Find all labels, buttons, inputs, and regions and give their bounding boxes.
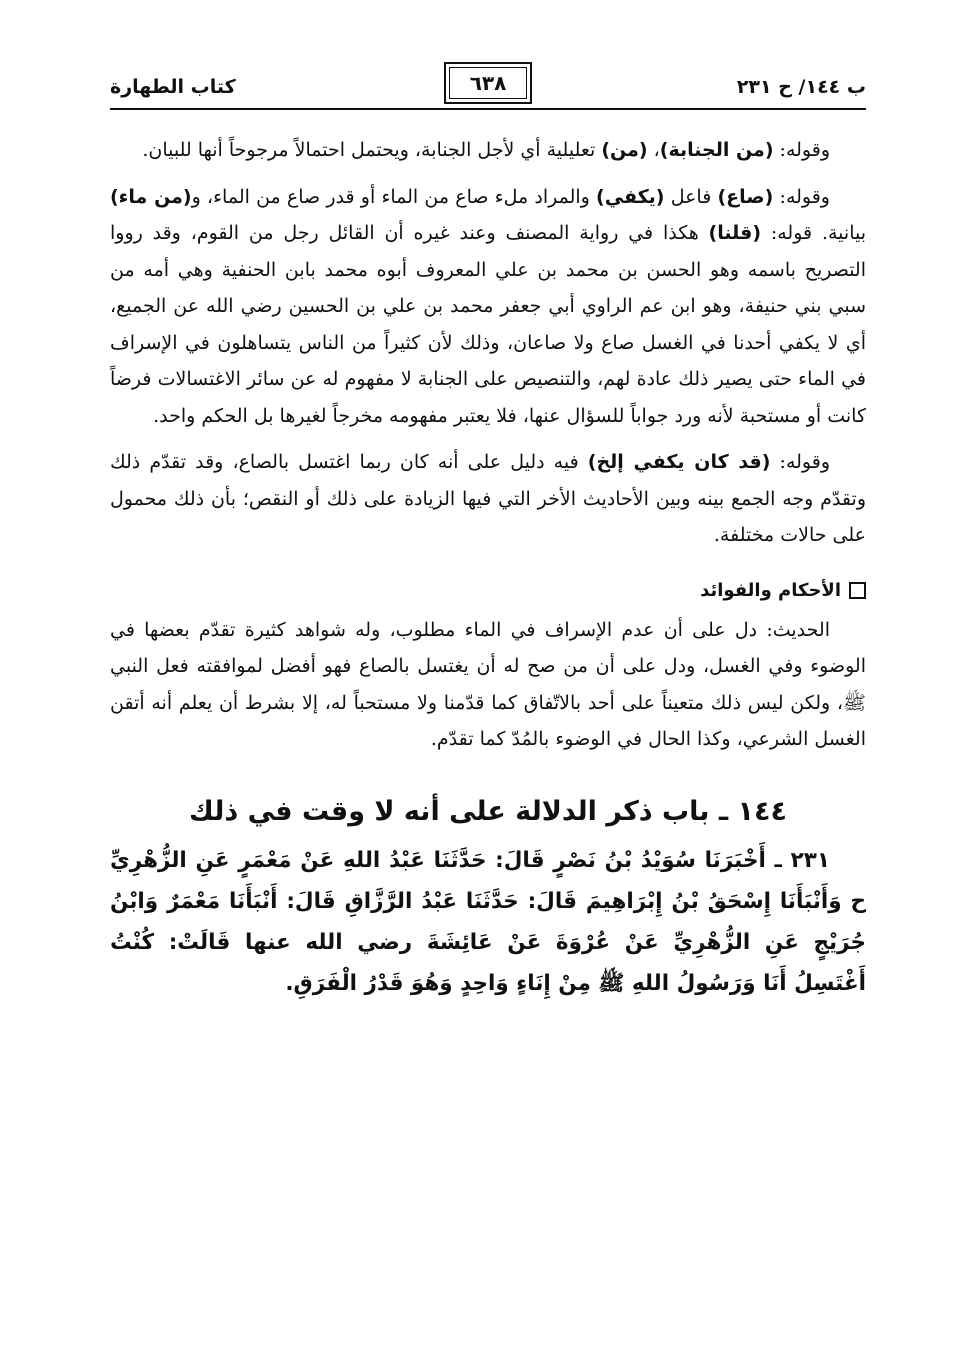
- quoted-term: (يكفي): [596, 185, 665, 208]
- paragraph-text: بيانية. قوله:: [761, 222, 867, 244]
- header-rule: [110, 108, 866, 110]
- quoted-term: (صاع): [717, 185, 774, 208]
- quoted-term: (قلنا): [708, 222, 762, 244]
- paragraph-hadith-rulings: الحديث: دل على أن عدم الإسراف في الماء مطلوب، وله شواهد كثيرة تقدّم بعضها في الوضوء وفي الغسل، ودل على أن من صح له أن يغتسل بالصاع فهو أفضل لموافقته فعل النبي ﷺ، ولكن ليس ذلك متعيناً على أحد بالاتّفاق كما قدّمنا ولا مستحباً له، إلا بشرط أن يعلم أنه أتقن الغسل الشرعي، وكذا الحال في الوضوء بالمُدّ كما تقدّم.: [110, 618, 866, 750]
- book-page: [110, 62, 866, 1322]
- paragraph-text: ،: [647, 139, 660, 161]
- paragraph-text: وقوله:: [773, 185, 830, 208]
- chapter-reference: ب ١٤٤/ ح ٢٣١: [736, 76, 866, 98]
- paragraph-min-al-janaba: [110, 132, 866, 169]
- paragraph-text: وقوله:: [773, 139, 830, 161]
- paragraph-text: فيه دليل على أنه كان ربما اغتسل بالصاع، وقد تقدّم ذلك وتقدّم وجه الجمع بينه وبين الأحاديث الأخر التي فيها الزيادة على ذلك أو النقص؛ بأن ذلك محمول على حالات مختلفة.: [110, 451, 866, 546]
- square-bullet-icon: [849, 582, 866, 599]
- hadith-text: ٢٣١ ـ أَخْبَرَنَا سُوَيْدُ بْنُ نَصْرٍ قَالَ: حَدَّثَنَا عَبْدُ اللهِ عَنْ مَعْمَرٍ عَنِ الزُّهْرِيِّ ح وَأَنْبَأَنَا إِسْحَقُ بْنُ إِبْرَاهِيمَ قَالَ: حَدَّثَنَا عَبْدُ الرَّزَّاقِ قَالَ: أَنْبَأَنَا مَعْمَرٌ وَابْنُ جُرَيْجٍ عَنِ الزُّهْرِيِّ عَنْ عُرْوَةَ عَنْ عَائِشَةَ رضي الله عنها قَالَتْ: كُنْتُ أَغْتَسِلُ أَنَا وَرَسُولُ اللهِ ﷺ مِنْ إِنَاءٍ وَاحِدٍ وَهُوَ قَدْرُ الْفَرَقِ.: [110, 847, 866, 996]
- paragraph-saa: [110, 179, 866, 435]
- quoted-term: (قد كان يكفي إلخ): [587, 451, 771, 473]
- paragraph-text: تعليلية أي لأجل الجنابة، ويحتمل احتمالاً مرجوحاً أنها للبيان.: [142, 139, 602, 161]
- paragraph-text: والمراد ملء صاع من الماء أو قدر صاع من الماء، و: [191, 185, 597, 208]
- paragraph-text: فاعل: [664, 185, 718, 208]
- chapter-title: ١٤٤ ـ باب ذكر الدلالة على أنه لا وقت في ذلك: [189, 795, 787, 827]
- quoted-term: (من الجنابة): [659, 139, 774, 161]
- section-heading: [110, 576, 866, 606]
- paragraph-qad-kana: [110, 444, 866, 554]
- rulings-text: [110, 612, 866, 758]
- running-header: [110, 62, 866, 114]
- quoted-term: (من ماء): [110, 185, 192, 208]
- quoted-term: (من): [601, 139, 648, 161]
- paragraph-text: هكذا في رواية المصنف وعند غيره أن القائل رجل من القوم، وقد رووا التصريح باسمه وهو الحسن بن محمد بن علي المعروف أبوه محمد بابن الحنفية وهي أمه من سبي بني حنيفة، وهو ابن عم الراوي أبي جعفر محمد بن علي بن الحسين رضي الله عن الجميع، أي لا يكفي أحدنا في الغسل صاع ولا صاعان، وذلك لأن كثيراً من الناس يتساهلون في الإسراف في الماء حتى يصير ذلك عادة لهم، والتنصيص على الجنابة لا مفهوم له عن سائر الاغتسالات فرضاً كانت أو مستحبة لأنه ورد جواباً للسؤال عنها، فلا يعتبر مفهومه مخرجاً لغيرها بل الحكم واحد.: [110, 222, 866, 427]
- commentary-text: [110, 132, 866, 554]
- paragraph-text: وقوله:: [770, 451, 830, 473]
- page-number: ٦٣٨: [444, 62, 532, 104]
- section-heading-label: الأحكام والفوائد: [700, 579, 841, 601]
- book-title: كتاب الطهارة: [110, 76, 236, 98]
